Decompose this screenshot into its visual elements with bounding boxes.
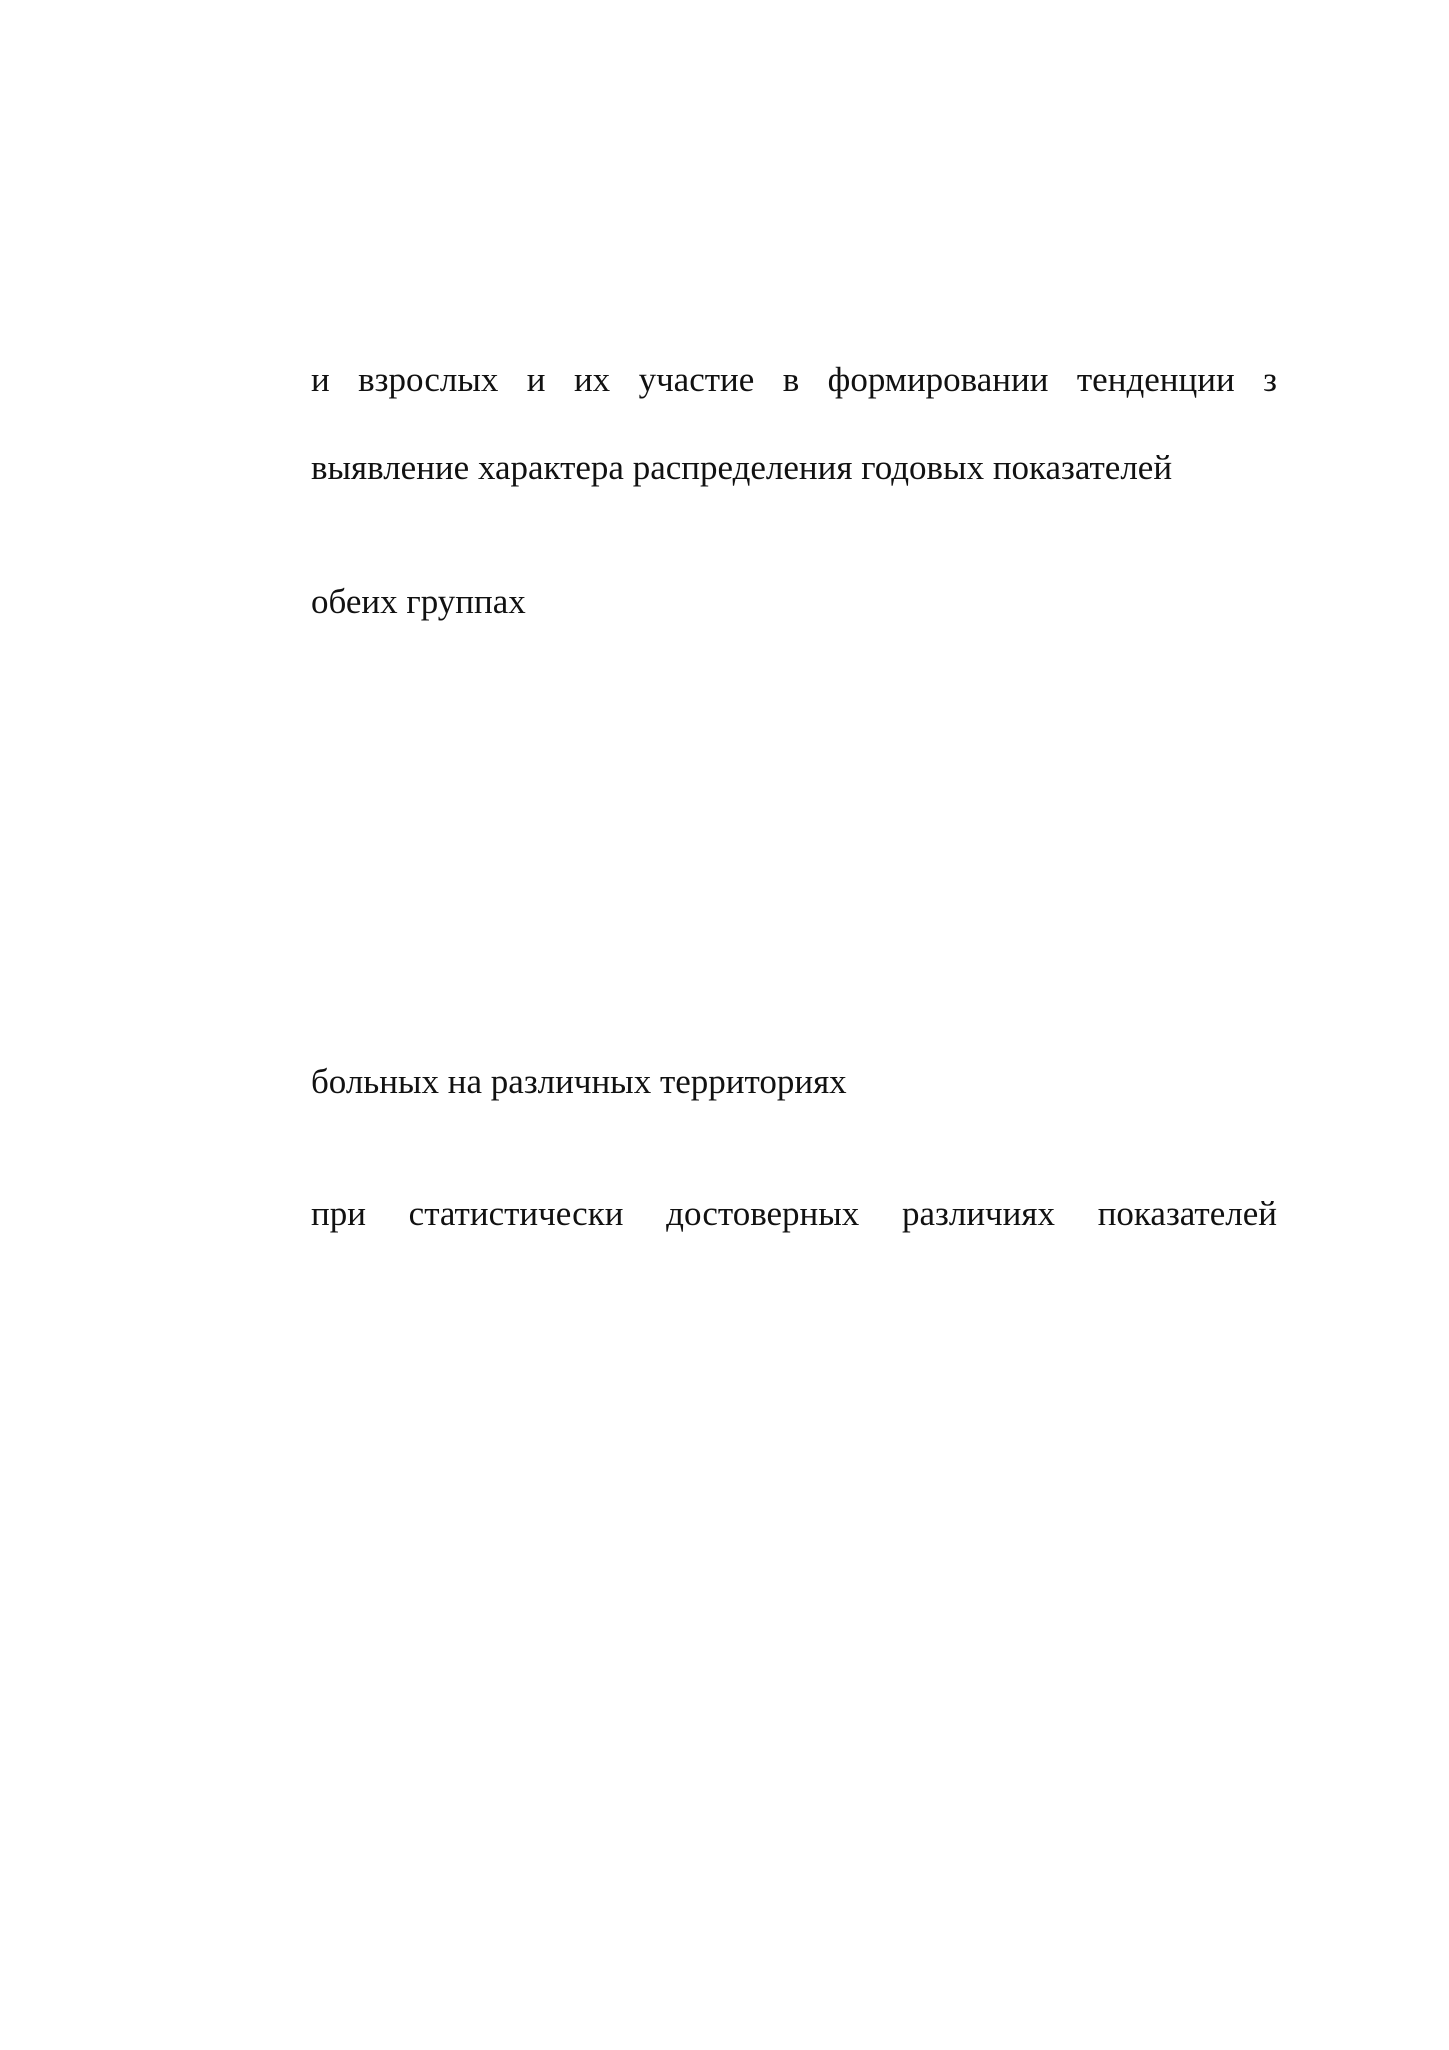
word: тенденции — [1076, 360, 1235, 399]
word: и — [311, 360, 330, 399]
word: участие — [638, 360, 755, 399]
word: показателей — [1097, 1194, 1277, 1233]
word: достоверных — [666, 1194, 860, 1233]
word: различиях — [902, 1194, 1055, 1233]
word: при — [311, 1194, 366, 1233]
word: и — [526, 360, 546, 399]
text-line-3: обеих группах — [311, 582, 526, 621]
word: з — [1263, 360, 1277, 399]
word: формировании — [827, 360, 1049, 399]
word: в — [782, 360, 800, 399]
word: их — [573, 360, 611, 399]
word: статистически — [408, 1194, 624, 1233]
text-line-5 — [311, 1192, 1277, 1236]
text-line-1 — [311, 358, 1277, 402]
word: взрослых — [358, 360, 499, 399]
text-line-2: выявление характера распределения годовых показателей — [311, 448, 1173, 487]
text-line-4: больных на различных территориях — [311, 1062, 847, 1101]
